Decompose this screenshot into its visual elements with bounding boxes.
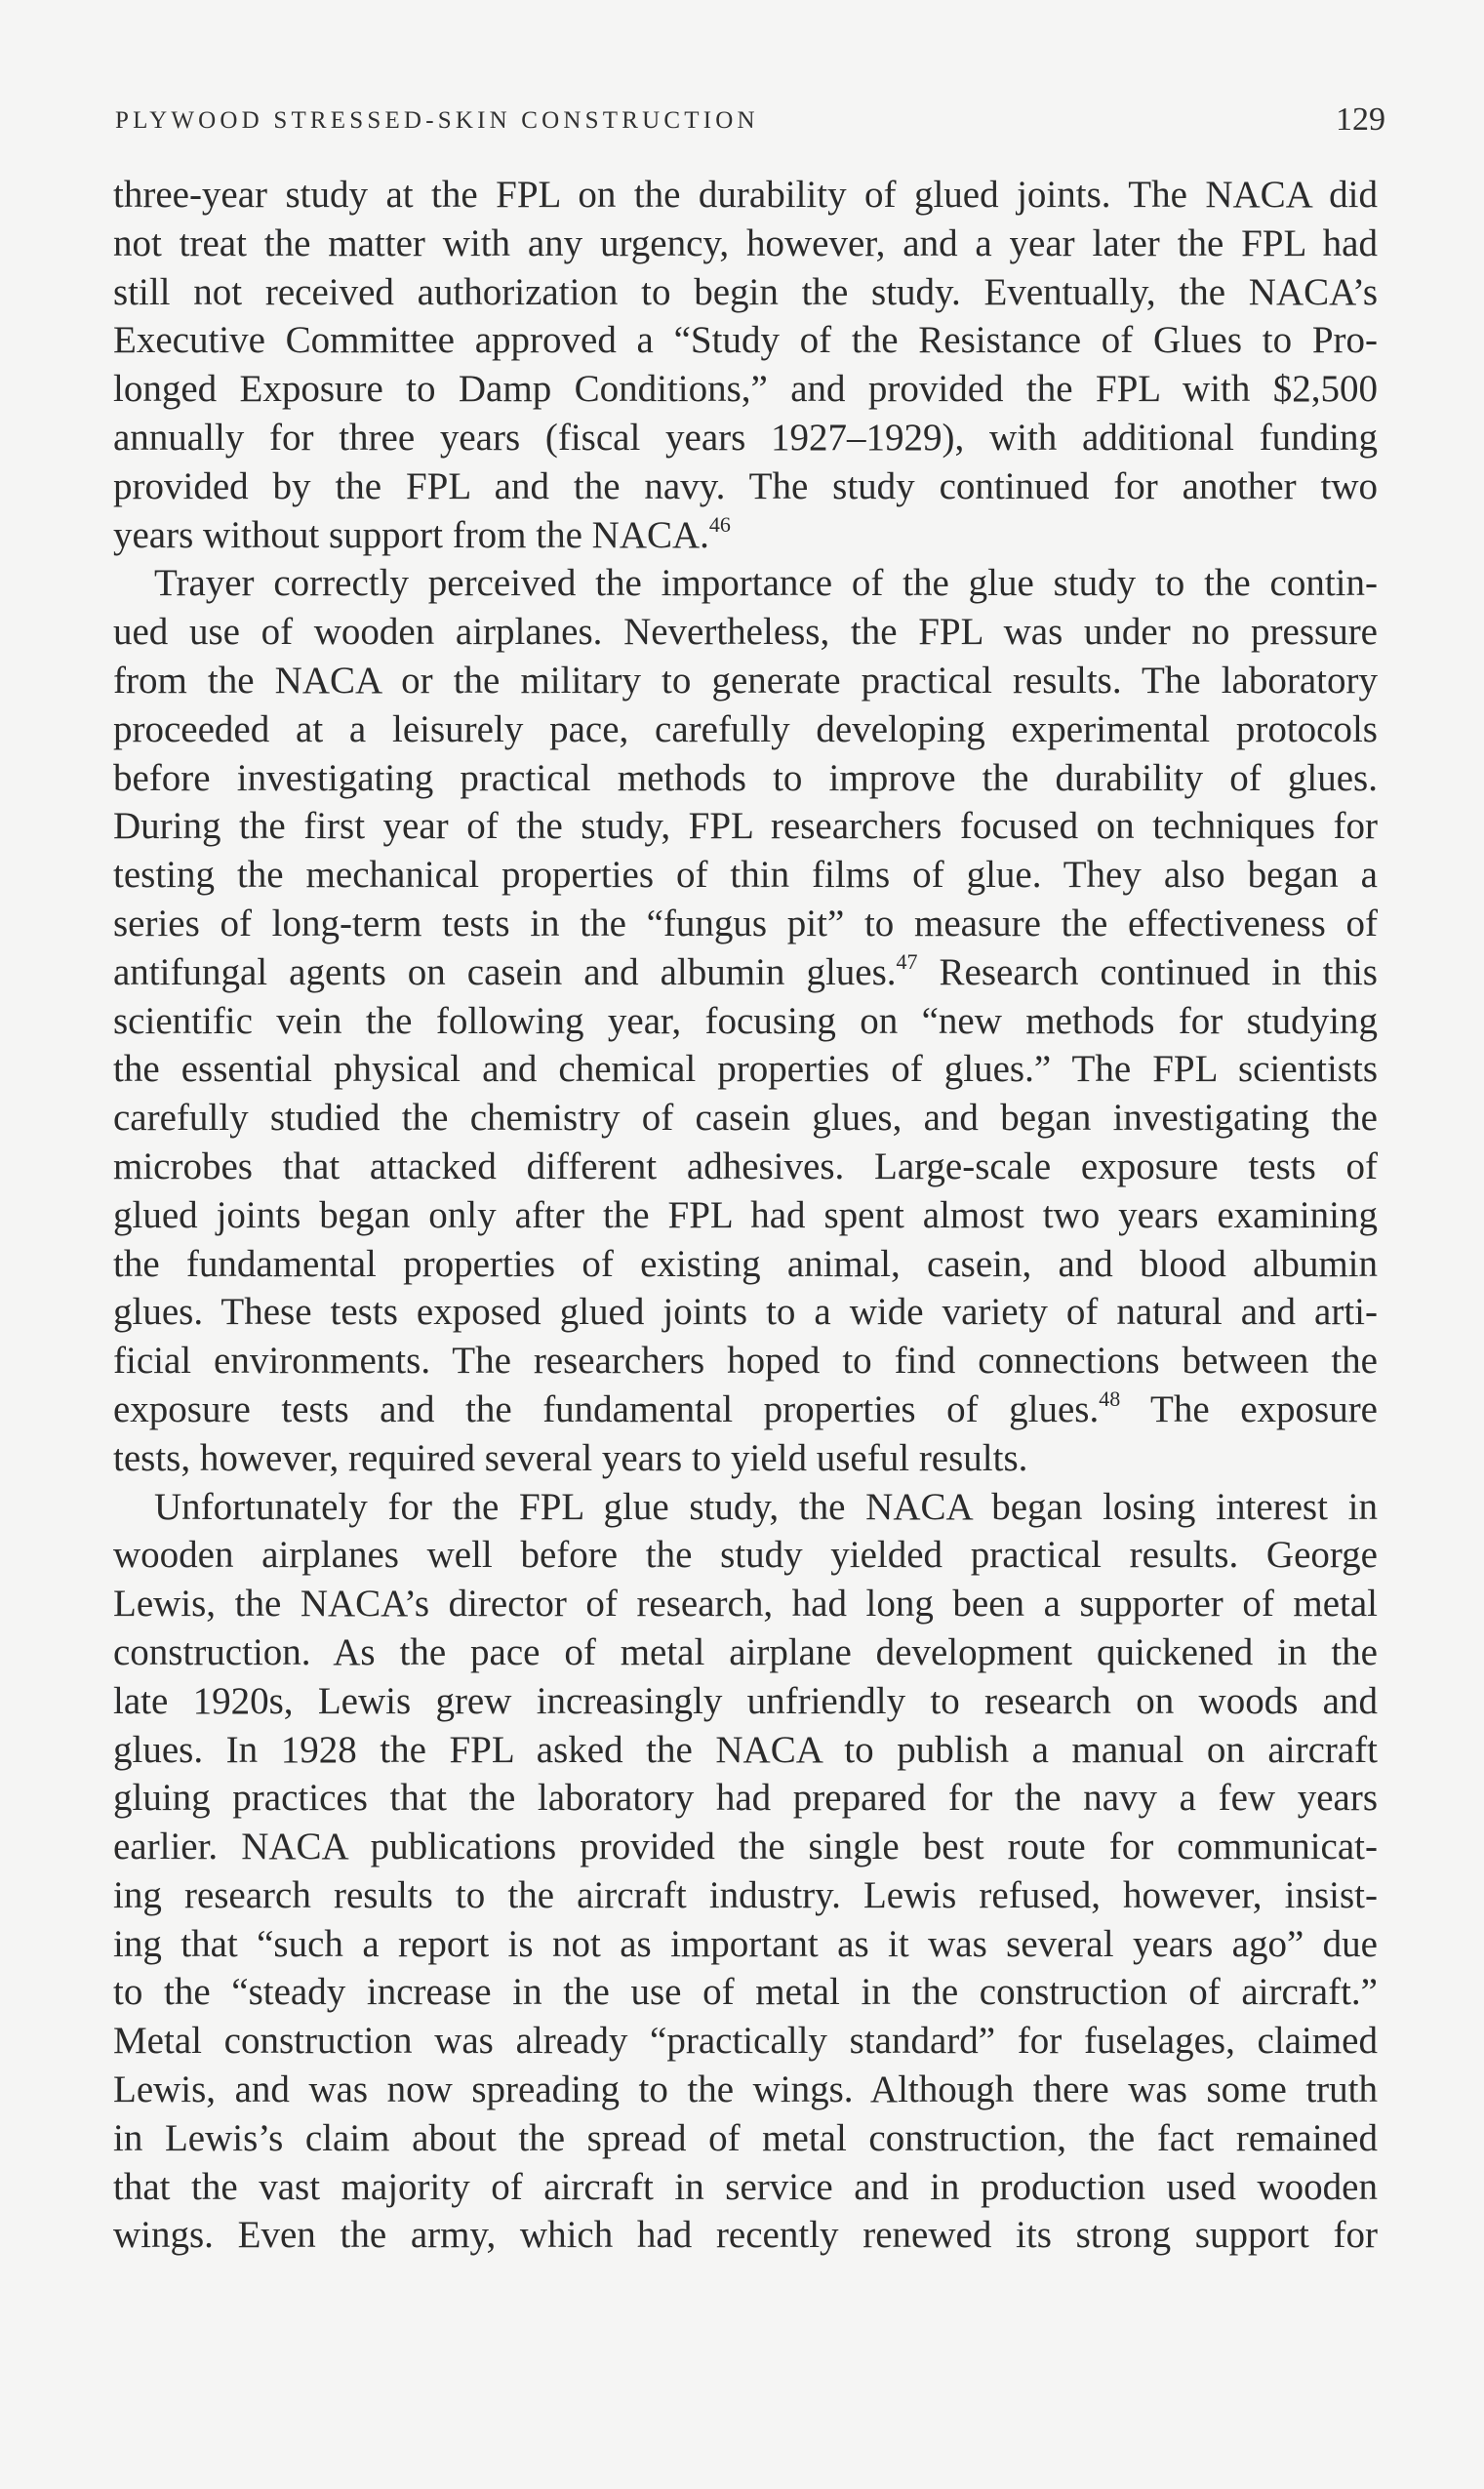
text-line: from the NACA or the military to generate practical results. The laboratory [113, 659, 1378, 702]
text-line: before investigating practical methods to improve the durability of glues. [113, 756, 1378, 799]
text-line: scientific vein the following year, focusing on “new methods for studying [113, 999, 1378, 1042]
text-line: tests, however, required several years to yield useful results. [113, 1436, 1028, 1479]
text-segment: Research continued in this [917, 950, 1378, 993]
footnote-ref: 48 [1099, 1385, 1121, 1411]
text-line [113, 511, 1378, 560]
text-line: Executive Committee approved a “Study of the Resistance of Glues to Pro- [113, 319, 1378, 362]
text-line: Unfortunately for the FPL glue study, the NACA began losing interest in [154, 1485, 1378, 1528]
text-line: in Lewis’s claim about the spread of metal construction, the fact remained [113, 2116, 1378, 2159]
text-line: ued use of wooden airplanes. Nevertheless, the FPL was under no pressure [113, 611, 1378, 654]
text-line: microbes that attacked different adhesives. Large-scale exposure tests of [113, 1144, 1378, 1187]
text-line: During the first year of the study, FPL researchers focused on techniques for [113, 805, 1378, 848]
text-line: that the vast majority of aircraft in service and in production used wooden [113, 2165, 1378, 2208]
text-line [113, 948, 1378, 997]
text-line: ing research results to the aircraft industry. Lewis refused, however, insist- [113, 1873, 1378, 1916]
text-line: series of long-term tests in the “fungus pit” to measure the effectiveness of [113, 902, 1378, 944]
text-line: testing the mechanical properties of thin films of glue. They also began a [113, 854, 1378, 897]
body-text [113, 171, 1378, 2260]
text-line: glues. In 1928 the FPL asked the NACA to publish a manual on aircraft [113, 1728, 1378, 1771]
text-line: glues. These tests exposed glued joints to a wide variety of natural and arti- [113, 1291, 1378, 1334]
text-line: late 1920s, Lewis grew increasingly unfriendly to research on woods and [113, 1679, 1378, 1722]
text-line: Metal construction was already “practically standard” for fuselages, claimed [113, 2020, 1378, 2063]
text-segment: years without support from the NACA. [113, 513, 709, 556]
text-line: annually for three years (fiscal years 1927–1929), with additional funding [113, 416, 1378, 459]
text-line: proceeded at a leisurely pace, carefully developing experimental protocols [113, 707, 1378, 750]
text-line: longed Exposure to Damp Conditions,” and provided the FPL with $2,500 [113, 368, 1378, 411]
text-line: wings. Even the army, which had recently renewed its strong support for [113, 2214, 1378, 2257]
running-head: PLYWOOD STRESSED-SKIN CONSTRUCTION [115, 107, 759, 134]
text-line: carefully studied the chemistry of casein glues, and began investigating the [113, 1097, 1378, 1140]
text-line: Lewis, and was now spreading to the wings. Although there was some truth [113, 2068, 1378, 2111]
text-segment: antifungal agents on casein and albumin glues. [113, 950, 897, 993]
page-number: 129 [1336, 101, 1385, 138]
text-line: still not received authorization to begin the study. Eventually, the NACA’s [113, 270, 1378, 313]
footnote-ref: 47 [896, 948, 918, 974]
text-line: Lewis, the NACA’s director of research, had long been a supporter of metal [113, 1583, 1378, 1626]
text-line: provided by the FPL and the navy. The study continued for another two [113, 464, 1378, 507]
text-line: not treat the matter with any urgency, however, and a year later the FPL had [113, 221, 1378, 264]
text-line: ficial environments. The researchers hoped to find connections between the [113, 1340, 1378, 1383]
text-line: earlier. NACA publications provided the single best route for communicat- [113, 1826, 1378, 1868]
text-line: Trayer correctly perceived the importance of the glue study to the contin- [154, 562, 1378, 605]
text-line: glued joints began only after the FPL had spent almost two years examining [113, 1193, 1378, 1236]
text-line: three-year study at the FPL on the durability of glued joints. The NACA did [113, 174, 1378, 216]
text-line [113, 1385, 1378, 1434]
text-line: to the “steady increase in the use of metal in the construction of aircraft.” [113, 1971, 1378, 2014]
text-line: the fundamental properties of existing animal, casein, and blood albumin [113, 1242, 1378, 1285]
text-segment: exposure tests and the fundamental properties of glues. [113, 1387, 1100, 1430]
text-line: ing that “such a report is not as important as it was several years ago” due [113, 1922, 1378, 1965]
text-line: wooden airplanes well before the study yielded practical results. George [113, 1534, 1378, 1577]
text-line: gluing practices that the laboratory had prepared for the navy a few years [113, 1777, 1378, 1820]
text-segment: The exposure [1120, 1387, 1378, 1430]
text-line: construction. As the pace of metal airplane development quickened in the [113, 1630, 1378, 1673]
text-line: the essential physical and chemical properties of glues.” The FPL scientists [113, 1048, 1378, 1091]
footnote-ref: 46 [708, 511, 731, 537]
